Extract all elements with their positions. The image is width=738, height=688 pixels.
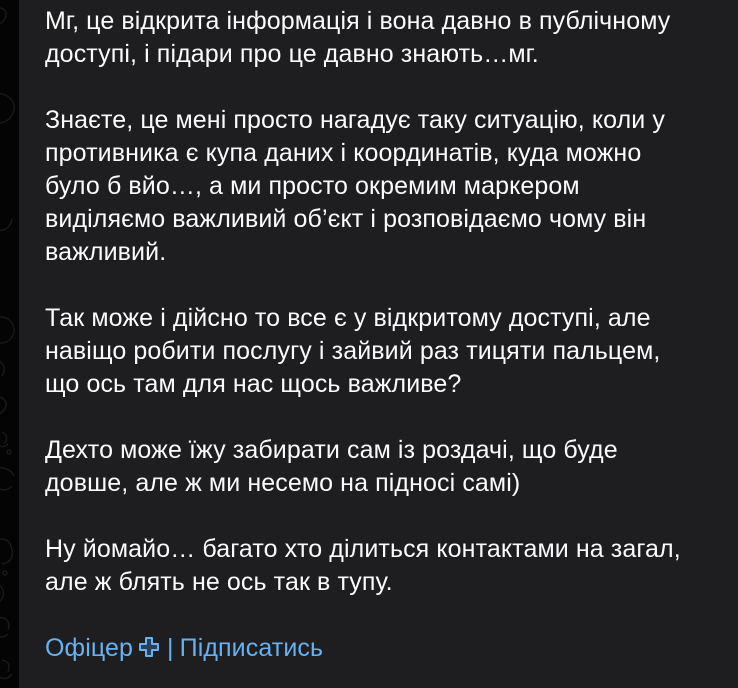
footer-separator: | bbox=[167, 634, 174, 662]
text-line: Ну йомайо… багато хто ділиться контактами на загал, bbox=[45, 535, 681, 563]
text-line: навіщо робити послугу і зайвий раз тицяти пальцем, bbox=[45, 337, 661, 365]
chat-background-pattern bbox=[0, 0, 19, 688]
text-line: Знаєте, це мені просто нагадує таку ситуацію, коли у bbox=[45, 106, 665, 134]
text-line: але ж блять не ось так в тупу. bbox=[45, 568, 393, 596]
text-line: доступі, і підари про це давно знають…мг. bbox=[45, 40, 539, 68]
text-line: довше, але ж ми несемо на підносі самі) bbox=[45, 469, 521, 497]
text-line: виділяємо важливий об’єкт і розповідаємо чому він bbox=[45, 205, 647, 233]
paragraph bbox=[45, 533, 724, 599]
text-line: Дехто може їжу забирати сам із роздачі, що буде bbox=[45, 436, 618, 464]
text-line: було б вйо…, а ми просто окремим маркером bbox=[45, 172, 580, 200]
channel-link[interactable]: Офіцер bbox=[45, 634, 134, 662]
message-text bbox=[45, 5, 724, 668]
subscribe-link[interactable]: Підписатись bbox=[179, 634, 324, 662]
paragraph bbox=[45, 104, 724, 269]
text-line: Так може і дійсно то все є у відкритому доступі, але bbox=[45, 304, 651, 332]
medical-cross-icon[interactable] bbox=[137, 635, 161, 668]
text-line: важливий. bbox=[45, 238, 167, 266]
text-line: що ось там для нас щось важливе? bbox=[45, 370, 462, 398]
paragraph bbox=[45, 434, 724, 500]
footer-links bbox=[45, 632, 724, 668]
text-line: Мг, це відкрита інформація і вона давно в публічному bbox=[45, 7, 671, 35]
message-bubble bbox=[19, 0, 738, 688]
paragraph bbox=[45, 302, 724, 401]
paragraph bbox=[45, 5, 724, 71]
text-line: противника є купа даних і координатів, куда можно bbox=[45, 139, 642, 167]
